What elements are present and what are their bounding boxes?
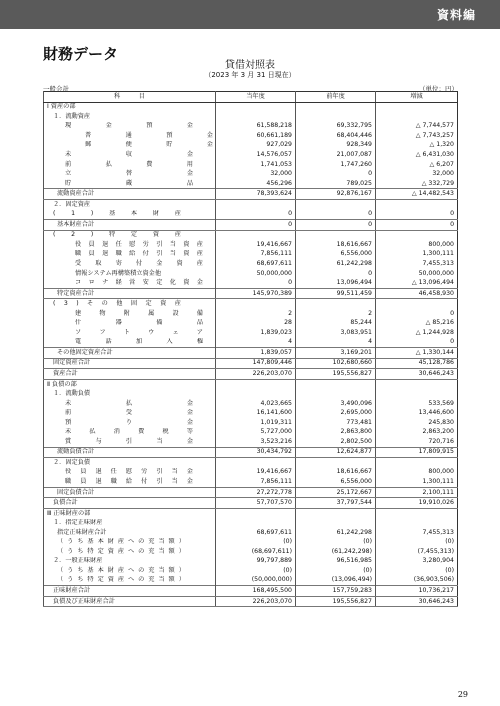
previous-year-value: 195,556,827 xyxy=(296,369,376,380)
total-row xyxy=(44,189,458,200)
table-row xyxy=(44,112,458,122)
row-label: Ⅲ 正味財産の部 xyxy=(44,508,216,518)
table-row xyxy=(44,102,458,112)
total-row xyxy=(44,348,458,359)
current-year-value: 68,697,611 xyxy=(216,259,296,269)
current-year-value: 0 xyxy=(216,220,296,231)
previous-year-value: 12,624,877 xyxy=(296,447,376,458)
current-year-value xyxy=(216,102,296,112)
previous-year-value: 2,695,000 xyxy=(296,409,376,419)
row-label: 役 員 退 任 慰 労 引 当 資 産 xyxy=(44,240,216,250)
change-value: 0 xyxy=(376,220,458,231)
change-value: 7,455,313 xyxy=(376,528,458,538)
previous-year-value: 6,556,000 xyxy=(296,250,376,260)
table-body xyxy=(44,102,458,607)
current-year-value: 1,741,053 xyxy=(216,160,296,170)
page-heading: 財務データ xyxy=(43,45,119,63)
change-value: △ 6,431,030 xyxy=(376,150,458,160)
statement-title: 貸借対照表 xyxy=(225,60,275,71)
table-header-row xyxy=(44,92,458,103)
change-value: (0) xyxy=(376,538,458,548)
current-year-value: 1,839,057 xyxy=(216,348,296,359)
row-label: 役 員 退 任 慰 労 引 当 金 xyxy=(44,468,216,478)
table-row xyxy=(44,259,458,269)
row-label: 前 払 費 用 xyxy=(44,160,216,170)
table-row xyxy=(44,200,458,210)
current-year-value: 99,797,889 xyxy=(216,557,296,567)
previous-year-value: 18,616,667 xyxy=(296,240,376,250)
previous-year-value: 195,556,827 xyxy=(296,596,376,607)
previous-year-value: 789,025 xyxy=(296,179,376,189)
row-label: 職 員 退 職 給 付 引 当 資 産 xyxy=(44,250,216,260)
row-label: 特定資産合計 xyxy=(44,288,216,299)
table-row xyxy=(44,328,458,338)
current-year-value: 4 xyxy=(216,338,296,348)
current-year-value xyxy=(216,508,296,518)
table-row xyxy=(44,389,458,399)
unit-label: （単位：円） xyxy=(419,85,458,93)
current-year-value: 5,727,000 xyxy=(216,428,296,438)
current-year-value: 19,416,667 xyxy=(216,240,296,250)
previous-year-value: 157,759,283 xyxy=(296,586,376,597)
table-row xyxy=(44,458,458,468)
change-value: 0 xyxy=(376,309,458,319)
table-row xyxy=(44,278,458,288)
previous-year-value: 0 xyxy=(296,169,376,179)
change-value: △ 1,330,144 xyxy=(376,348,458,359)
balance-sheet-table xyxy=(43,91,458,607)
row-label: 建 物 附 属 設 備 xyxy=(44,309,216,319)
row-label: １．流動負債 xyxy=(44,389,216,399)
row-label: 受 取 寄 付 金 資 産 xyxy=(44,259,216,269)
row-label: 資産合計 xyxy=(44,369,216,380)
previous-year-value: 25,172,667 xyxy=(296,487,376,498)
change-value xyxy=(376,299,458,309)
previous-year-value xyxy=(296,200,376,210)
previous-year-value: 37,797,544 xyxy=(296,498,376,509)
row-label: ２．一般正味財産 xyxy=(44,557,216,567)
row-label: 負債合計 xyxy=(44,498,216,509)
table-row xyxy=(44,122,458,132)
change-value: △ 332,729 xyxy=(376,179,458,189)
change-value xyxy=(376,519,458,529)
row-label: 賞 与 引 当 金 xyxy=(44,437,216,447)
row-label: 指定正味財産合計 xyxy=(44,528,216,538)
previous-year-value xyxy=(296,379,376,389)
current-year-value: 2 xyxy=(216,309,296,319)
table-row xyxy=(44,399,458,409)
row-label: 預 り 金 xyxy=(44,418,216,428)
row-label: 郵 便 貯 金 xyxy=(44,141,216,151)
change-value: 46,458,930 xyxy=(376,288,458,299)
current-year-value xyxy=(216,458,296,468)
current-year-value: 927,029 xyxy=(216,141,296,151)
previous-year-value: 18,616,667 xyxy=(296,468,376,478)
change-value: 2,100,111 xyxy=(376,487,458,498)
previous-year-value: 85,244 xyxy=(296,319,376,329)
previous-year-value: 68,404,446 xyxy=(296,131,376,141)
change-value xyxy=(376,379,458,389)
current-year-value xyxy=(216,379,296,389)
current-year-value: 456,296 xyxy=(216,179,296,189)
row-label: ２．固定負債 xyxy=(44,458,216,468)
row-label: 現 金 預 金 xyxy=(44,122,216,132)
previous-year-value: 0 xyxy=(296,269,376,279)
previous-year-value xyxy=(296,458,376,468)
row-label: 前 受 金 xyxy=(44,409,216,419)
table-row xyxy=(44,141,458,151)
current-year-value: 4,023,665 xyxy=(216,399,296,409)
previous-year-value: 2,802,500 xyxy=(296,437,376,447)
table-row xyxy=(44,210,458,220)
table-row xyxy=(44,576,458,586)
current-year-value: 14,576,057 xyxy=(216,150,296,160)
item-column-header: 科 目 xyxy=(44,92,216,103)
previous-year-value: 3,169,201 xyxy=(296,348,376,359)
current-year-value: 27,272,778 xyxy=(216,487,296,498)
change-value: 45,128,786 xyxy=(376,358,458,369)
table-row xyxy=(44,269,458,279)
change-value: 533,569 xyxy=(376,399,458,409)
table-row xyxy=(44,299,458,309)
row-label: 流動資産合計 xyxy=(44,189,216,200)
change-value: 17,809,915 xyxy=(376,447,458,458)
total-row xyxy=(44,369,458,380)
row-label: ( 1 ) 基 本 財 産 xyxy=(44,210,216,220)
table-row xyxy=(44,240,458,250)
change-column-header: 増減 xyxy=(376,92,458,103)
change-value: △ 85,216 xyxy=(376,319,458,329)
table-row xyxy=(44,566,458,576)
previous-year-value xyxy=(296,389,376,399)
row-label: 正味財産合計 xyxy=(44,586,216,597)
table-row xyxy=(44,150,458,160)
previous-year-value: 0 xyxy=(296,220,376,231)
change-value: △ 7,744,577 xyxy=(376,122,458,132)
row-label: （ う ち 特 定 資 産 へ の 充 当 額 ） xyxy=(44,576,216,586)
change-value: △ 13,096,494 xyxy=(376,278,458,288)
total-row xyxy=(44,498,458,509)
row-label: その他固定資産合計 xyxy=(44,348,216,359)
statement-date: （2023 年 3 月 31 日現在） xyxy=(204,71,296,79)
change-value: 2,863,200 xyxy=(376,428,458,438)
current-year-value: 32,000 xyxy=(216,169,296,179)
previous-year-value: (0) xyxy=(296,566,376,576)
row-label: 未 収 金 xyxy=(44,150,216,160)
previous-year-value: (61,242,298) xyxy=(296,547,376,557)
account-label: 一般会計 xyxy=(43,85,69,93)
change-value: 30,646,243 xyxy=(376,596,458,607)
current-year-column-header: 当年度 xyxy=(216,92,296,103)
current-year-value: 30,434,792 xyxy=(216,447,296,458)
row-label: 普 通 預 金 xyxy=(44,131,216,141)
total-row xyxy=(44,586,458,597)
change-value: (7,455,313) xyxy=(376,547,458,557)
change-value xyxy=(376,508,458,518)
row-label: 貯 蔵 品 xyxy=(44,179,216,189)
current-year-value: 226,203,070 xyxy=(216,369,296,380)
current-year-value: 28 xyxy=(216,319,296,329)
current-year-value: 1,839,023 xyxy=(216,328,296,338)
change-value: 800,000 xyxy=(376,468,458,478)
current-year-value: 16,141,600 xyxy=(216,409,296,419)
current-year-value: 68,697,611 xyxy=(216,528,296,538)
table-row xyxy=(44,179,458,189)
row-label: 基本財産合計 xyxy=(44,220,216,231)
change-value: 50,000,000 xyxy=(376,269,458,279)
row-label: 情報システム再構築積立資金他 xyxy=(44,269,216,279)
row-label: Ⅰ 資産の部 xyxy=(44,102,216,112)
previous-year-value: 0 xyxy=(296,210,376,220)
change-value: (0) xyxy=(376,566,458,576)
current-year-value: 168,495,500 xyxy=(216,586,296,597)
previous-year-value xyxy=(296,508,376,518)
current-year-value: 7,856,111 xyxy=(216,250,296,260)
page-number: 29 xyxy=(457,690,468,699)
row-label: 立 替 金 xyxy=(44,169,216,179)
change-value xyxy=(376,230,458,240)
previous-year-value: 4 xyxy=(296,338,376,348)
change-value xyxy=(376,458,458,468)
row-label: １．流動資産 xyxy=(44,112,216,122)
total-row xyxy=(44,220,458,231)
change-value: 7,455,313 xyxy=(376,259,458,269)
current-year-value xyxy=(216,389,296,399)
row-label: 負債及び正味財産合計 xyxy=(44,596,216,607)
table-row xyxy=(44,437,458,447)
current-year-value: 147,809,446 xyxy=(216,358,296,369)
change-value: 245,830 xyxy=(376,418,458,428)
previous-year-value: 13,096,494 xyxy=(296,278,376,288)
previous-year-value: 2,863,800 xyxy=(296,428,376,438)
previous-year-value: 69,332,795 xyxy=(296,122,376,132)
change-value xyxy=(376,102,458,112)
row-label: 電 話 加 入 権 xyxy=(44,338,216,348)
change-value xyxy=(376,389,458,399)
row-label: 固定負債合計 xyxy=(44,487,216,498)
change-value: 19,910,026 xyxy=(376,498,458,509)
current-year-value: 0 xyxy=(216,278,296,288)
previous-year-column-header: 前年度 xyxy=(296,92,376,103)
previous-year-value: 21,007,087 xyxy=(296,150,376,160)
total-row xyxy=(44,447,458,458)
row-label: （ う ち 特 定 資 産 へ の 充 当 額 ） xyxy=(44,547,216,557)
row-label: 什 器 備 品 xyxy=(44,319,216,329)
current-year-value: 19,416,667 xyxy=(216,468,296,478)
row-label: （ う ち 基 本 財 産 へ の 充 当 額 ） xyxy=(44,566,216,576)
previous-year-value xyxy=(296,519,376,529)
change-value: (36,903,506) xyxy=(376,576,458,586)
change-value xyxy=(376,112,458,122)
current-year-value: 1,019,311 xyxy=(216,418,296,428)
change-value: △ 14,482,543 xyxy=(376,189,458,200)
previous-year-value: 96,516,985 xyxy=(296,557,376,567)
previous-year-value: 3,083,951 xyxy=(296,328,376,338)
table-row xyxy=(44,319,458,329)
row-label: ( 3 ) そ の 他 固 定 資 産 xyxy=(44,299,216,309)
total-row xyxy=(44,596,458,607)
current-year-value: 50,000,000 xyxy=(216,269,296,279)
change-value: 10,736,217 xyxy=(376,586,458,597)
table-row xyxy=(44,477,458,487)
table-row xyxy=(44,468,458,478)
current-year-value: 61,588,218 xyxy=(216,122,296,132)
total-row xyxy=(44,487,458,498)
current-year-value: 226,203,070 xyxy=(216,596,296,607)
previous-year-value: 2 xyxy=(296,309,376,319)
current-year-value: 7,856,111 xyxy=(216,477,296,487)
row-label: ２．固定資産 xyxy=(44,200,216,210)
row-label: １．指定正味財産 xyxy=(44,519,216,529)
change-value: 13,446,600 xyxy=(376,409,458,419)
table-row xyxy=(44,309,458,319)
previous-year-value xyxy=(296,299,376,309)
table-row xyxy=(44,131,458,141)
table-row xyxy=(44,169,458,179)
row-label: ソ フ ト ウ ェ ア xyxy=(44,328,216,338)
current-year-value: (68,697,611) xyxy=(216,547,296,557)
change-value: 0 xyxy=(376,338,458,348)
previous-year-value: 61,242,298 xyxy=(296,259,376,269)
previous-year-value: 92,876,167 xyxy=(296,189,376,200)
row-label: Ⅱ 負債の部 xyxy=(44,379,216,389)
previous-year-value: 928,349 xyxy=(296,141,376,151)
row-label: コ ロ ナ 経 営 安 定 化 資 金 xyxy=(44,278,216,288)
table-row xyxy=(44,508,458,518)
current-year-value: 145,970,389 xyxy=(216,288,296,299)
current-year-value: 0 xyxy=(216,210,296,220)
previous-year-value: (13,096,494) xyxy=(296,576,376,586)
row-label: （ う ち 基 本 財 産 へ の 充 当 額 ） xyxy=(44,538,216,548)
change-value: △ 6,207 xyxy=(376,160,458,170)
table-row xyxy=(44,160,458,170)
row-label: 職 員 退 職 給 付 引 当 金 xyxy=(44,477,216,487)
table-row xyxy=(44,528,458,538)
change-value: 0 xyxy=(376,210,458,220)
total-row xyxy=(44,358,458,369)
current-year-value: (0) xyxy=(216,566,296,576)
table-row xyxy=(44,547,458,557)
current-year-value: (50,000,000) xyxy=(216,576,296,586)
previous-year-value xyxy=(296,230,376,240)
change-value: 30,646,243 xyxy=(376,369,458,380)
previous-year-value: 102,680,660 xyxy=(296,358,376,369)
change-value: 1,300,111 xyxy=(376,250,458,260)
current-year-value: 3,523,216 xyxy=(216,437,296,447)
previous-year-value: (0) xyxy=(296,538,376,548)
table-row xyxy=(44,379,458,389)
total-row xyxy=(44,288,458,299)
change-value: 720,716 xyxy=(376,437,458,447)
change-value: 32,000 xyxy=(376,169,458,179)
table-row xyxy=(44,230,458,240)
current-year-value xyxy=(216,200,296,210)
top-banner xyxy=(0,0,500,29)
change-value: 3,280,904 xyxy=(376,557,458,567)
table-row xyxy=(44,250,458,260)
current-year-value: 60,661,189 xyxy=(216,131,296,141)
current-year-value: 78,393,624 xyxy=(216,189,296,200)
table-row xyxy=(44,418,458,428)
row-label: 流動負債合計 xyxy=(44,447,216,458)
change-value: 1,300,111 xyxy=(376,477,458,487)
row-label: 未 払 金 xyxy=(44,399,216,409)
change-value: △ 1,244,928 xyxy=(376,328,458,338)
previous-year-value xyxy=(296,112,376,122)
row-label: ( 2 ) 特 定 資 産 xyxy=(44,230,216,240)
table-row xyxy=(44,428,458,438)
current-year-value xyxy=(216,112,296,122)
row-label: 固定資産合計 xyxy=(44,358,216,369)
current-year-value xyxy=(216,230,296,240)
change-value: △ 1,320 xyxy=(376,141,458,151)
section-tag: 資料編 xyxy=(436,8,476,22)
current-year-value: 57,707,570 xyxy=(216,498,296,509)
current-year-value xyxy=(216,519,296,529)
previous-year-value: 3,490,096 xyxy=(296,399,376,409)
previous-year-value: 6,556,000 xyxy=(296,477,376,487)
table-row xyxy=(44,557,458,567)
change-value: 800,000 xyxy=(376,240,458,250)
current-year-value xyxy=(216,299,296,309)
change-value: △ 7,743,257 xyxy=(376,131,458,141)
previous-year-value xyxy=(296,102,376,112)
previous-year-value: 61,242,298 xyxy=(296,528,376,538)
row-label: 未 払 消 費 税 等 xyxy=(44,428,216,438)
table-row xyxy=(44,519,458,529)
table-row xyxy=(44,338,458,348)
current-year-value: (0) xyxy=(216,538,296,548)
table-row xyxy=(44,538,458,548)
previous-year-value: 1,747,260 xyxy=(296,160,376,170)
previous-year-value: 773,481 xyxy=(296,418,376,428)
table-row xyxy=(44,409,458,419)
change-value xyxy=(376,200,458,210)
previous-year-value: 99,511,459 xyxy=(296,288,376,299)
